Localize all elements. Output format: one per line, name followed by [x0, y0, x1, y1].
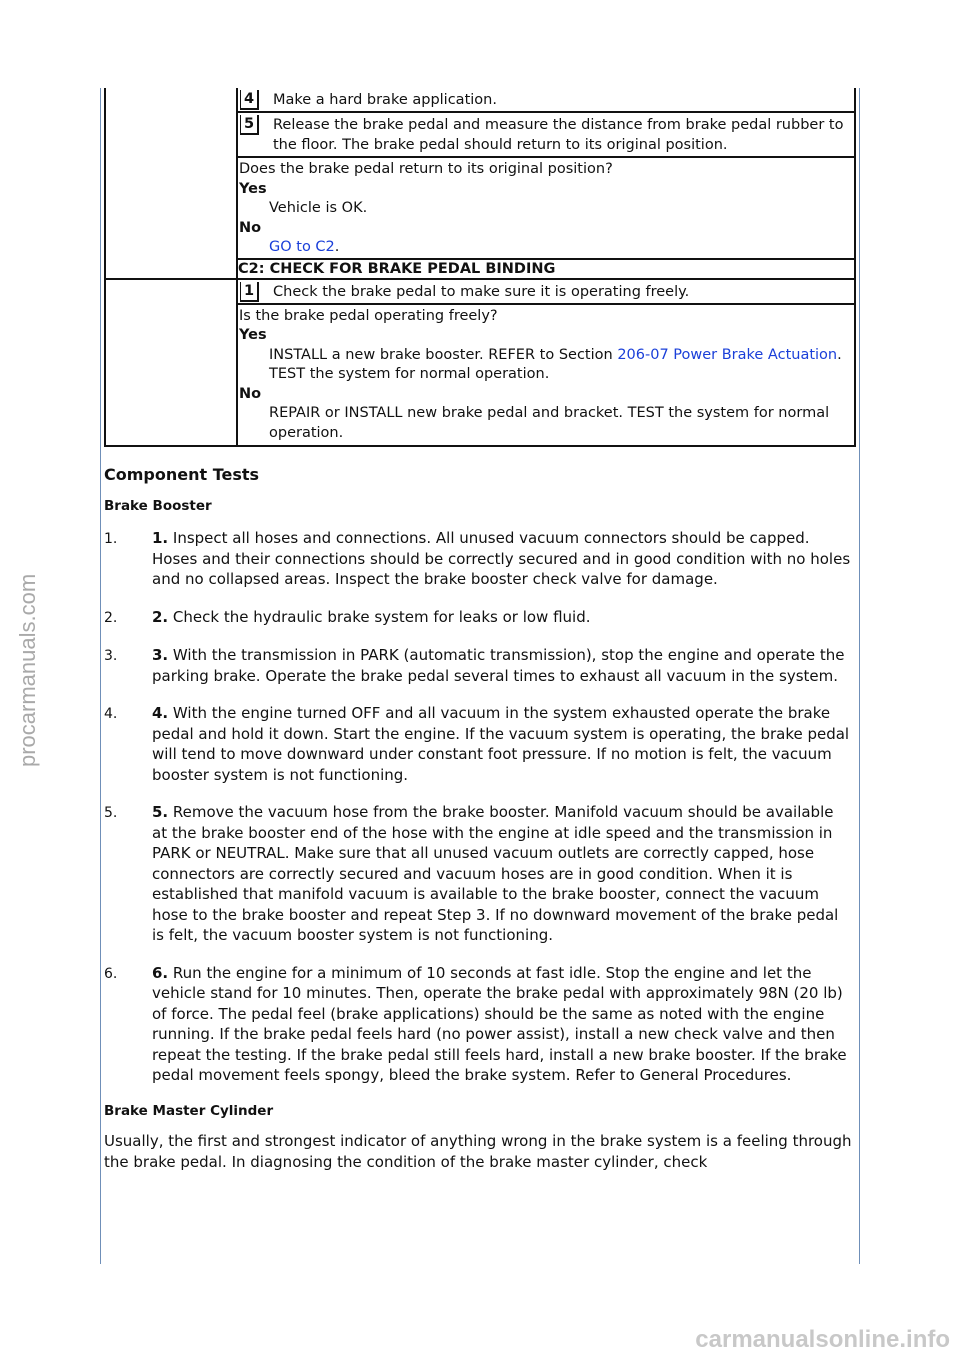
- list-marker: 4.: [104, 706, 118, 722]
- step-row: [238, 113, 854, 156]
- step-text: Release the brake pedal and measure the distance from brake pedal rubber to the floor. The brake pedal should return to its original position.: [273, 117, 844, 153]
- no-label: No: [239, 219, 262, 236]
- step-number: 1: [240, 282, 259, 302]
- footer-watermark: carmanualsonline.info: [695, 1326, 950, 1353]
- master-cylinder-heading: Brake Master Cylinder: [104, 1102, 274, 1119]
- item-number: 6.: [152, 963, 169, 982]
- master-cylinder-paragraph: Usually, the first and strongest indicator of anything wrong in the brake system is a feeling through the brake pedal. In diagnosing the condition of the brake master cylinder, check: [104, 1131, 852, 1171]
- steps-cell: [237, 279, 855, 304]
- item-text: Remove the vacuum hose from the brake booster. Manifold vacuum should be available at the brake booster end of the hose with the engine at idle speed and the transmission in PARK or NEUTRAL. Make sure that all unused vacuum outlets are correctly capped, hose connectors are correctly secured and vacuum hoses are in good condition. When it is established that manifold vacuum is available to the brake booster, connect the vacuum hose to the brake booster and repeat Step 3. If no downward movement of the brake pedal is felt, the vacuum booster system is not functioning.: [152, 803, 839, 944]
- item-number: 4.: [152, 704, 169, 722]
- list-item: [104, 802, 856, 946]
- list-item: [104, 963, 856, 1086]
- document-content: [104, 88, 856, 1173]
- list-item: [104, 528, 856, 590]
- answer-text: INSTALL a new brake booster. REFER to Section: [269, 346, 618, 363]
- right-border-line: [859, 88, 860, 1264]
- yes-label: Yes: [239, 180, 267, 197]
- step-text: Make a hard brake application.: [273, 92, 497, 108]
- empty-left-cell: [105, 88, 237, 279]
- yes-answer: [239, 346, 852, 385]
- pinpoint-test-table: [104, 88, 856, 447]
- item-number: 2.: [152, 607, 169, 626]
- list-marker: 5.: [104, 805, 118, 821]
- question-text: Is the brake pedal operating freely?: [239, 307, 498, 324]
- step-row: [238, 280, 854, 303]
- list-marker: 1.: [104, 531, 118, 547]
- section-c2-heading: C2: CHECK FOR BRAKE PEDAL BINDING: [237, 259, 855, 279]
- item-text: Run the engine for a minimum of 10 seconds at fast idle. Stop the engine and let the vehicle stand for 10 minutes. Then, operate the brake pedal with approximately 98N (20 lb) of force. The pedal feel (brake applications) should be the same as noted with the engine running. If the brake pedal feels hard (no power assist), install a new check valve and then repeat the testing. If the brake pedal still feels hard, install a new brake booster. If the brake pedal movement feels spongy, bleed the brake system. Refer to General Procedures.: [152, 963, 847, 1084]
- list-item: [104, 607, 856, 629]
- step-text: Check the brake pedal to make sure it is operating freely.: [273, 283, 690, 300]
- item-number: 1.: [152, 529, 169, 547]
- power-brake-section-link[interactable]: 206-07 Power Brake Actuation: [617, 346, 838, 363]
- empty-left-cell: [105, 279, 237, 447]
- no-answer: REPAIR or INSTALL new brake pedal and bracket. TEST the system for normal operation.: [269, 405, 830, 441]
- item-text: Inspect all hoses and connections. All unused vacuum connectors should be capped. Hoses and their connections should be correctly secured and in good condition with no holes and no collapsed areas. Inspect the brake booster check valve for damage.: [152, 529, 851, 588]
- brake-booster-heading: Brake Booster: [104, 498, 212, 514]
- steps-cell: [237, 88, 855, 157]
- item-number: 3.: [152, 646, 169, 664]
- item-text: Check the hydraulic brake system for leaks or low fluid.: [168, 607, 591, 626]
- goto-c2-link[interactable]: GO to C2: [269, 239, 335, 255]
- question-text: Does the brake pedal return to its original position?: [239, 161, 613, 177]
- list-marker: 6.: [104, 965, 118, 982]
- item-text: With the engine turned OFF and all vacuum in the system exhausted operate the brake pedal and hold it down. Start the engine. If the vacuum system is operating, the brake pedal will tend to move downward under constant foot pressure. If no motion is felt, the vacuum booster system is not functioning.: [152, 704, 850, 784]
- answer-text: . TEST the system for normal operation.: [269, 346, 842, 382]
- item-number: 5.: [152, 803, 169, 821]
- component-tests-heading: Component Tests: [104, 465, 260, 484]
- list-item: [104, 645, 856, 686]
- item-text: With the transmission in PARK (automatic transmission), stop the engine and operate the parking brake. Operate the brake pedal several times to exhaust all vacuum in the system.: [152, 646, 845, 685]
- list-item: [104, 703, 856, 785]
- left-border-line: [100, 88, 101, 1264]
- list-marker: 3.: [104, 648, 118, 664]
- question-cell: [237, 157, 855, 259]
- step-number: 5: [240, 115, 259, 135]
- no-answer: [239, 238, 852, 258]
- step-number: 4: [240, 90, 259, 110]
- booster-test-list: [104, 528, 856, 1086]
- yes-label: Yes: [239, 327, 267, 343]
- side-watermark: procarmanuals.com: [15, 573, 40, 767]
- no-label: No: [239, 385, 262, 402]
- yes-answer: Vehicle is OK.: [269, 200, 368, 216]
- question-cell: [237, 304, 855, 447]
- step-row: [238, 88, 854, 113]
- list-marker: 2.: [104, 609, 118, 626]
- punct: .: [334, 239, 340, 255]
